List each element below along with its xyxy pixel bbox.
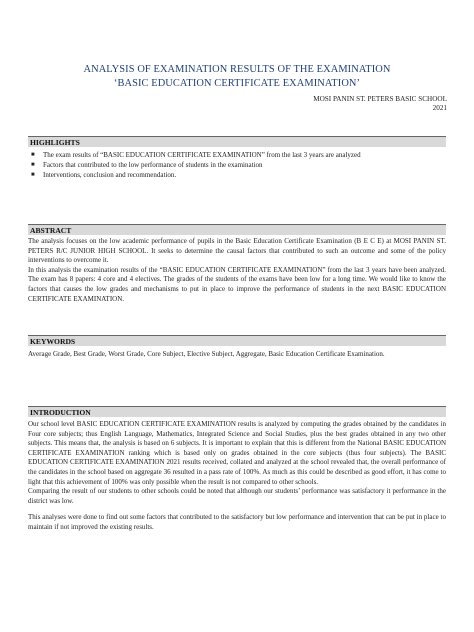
bullet-icon: ■ — [31, 172, 35, 179]
introduction-heading: INTRODUCTION — [28, 406, 446, 417]
abstract-paragraph-1: The analysis focuses on the low academic performance of pupils in the Basic Education Certificate Examination (B E C E) at MOSI PANIN ST. PETERS R/C JUNIOR HIGH SCHOOL. It seeks to determine the causal factors that contributed to such an outcome and some of the policy interventions to overcome it. — [28, 237, 446, 265]
school-name: MOSI PANIN ST. PETERS BASIC SCHOOL — [313, 95, 447, 103]
highlight-text: Interventions, conclusion and recommendation. — [43, 171, 177, 180]
document-title-line1: ANALYSIS OF EXAMINATION RESULTS OF THE EXAMINATION — [83, 64, 391, 75]
introduction-paragraph-2: Comparing the result of our students to other schools could be noted that although our students’ performance was satisfactory it performance in the district was low. — [28, 487, 446, 505]
introduction-paragraph-1: Our school level BASIC EDUCATION CERTIFICATE EXAMINATION results is analyzed by computing the grades obtained by the candidates in Four core subjects; thus English Language, Mathematics, Integrated Science and Social Studies, plus the best grades obtained in any two other subjects. This means that, the analysis is based on 6 subjects. It is important to explain that this is different from the National BASIC EDUCATION CERTIFICATE EXAMINATION ranking which is based only on grades obtained in the core subjects (thus four subjects). The BASIC EDUCATION CERTIFICATE EXAMINATION 2021 results received, collated and analyzed at the school revealed that, the overall performance of the candidates in the school based on aggregate 36 resulted in a pass rate of 100%. As much as this could be described as good effort, it has come to light that this achievement of 100% was only possible when the result is not compared to other schools. — [28, 420, 446, 486]
highlight-text: The exam results of “BASIC EDUCATION CERTIFICATE EXAMINATION” from the last 3 years are analyzed — [43, 151, 361, 159]
abstract-heading: ABSTRACT — [28, 224, 446, 235]
list-item — [28, 150, 446, 160]
highlights-heading: HIGHLIGHTS — [28, 136, 446, 147]
list-item — [28, 170, 446, 180]
highlights-list — [28, 150, 446, 181]
list-item — [28, 160, 446, 170]
bullet-icon: ■ — [31, 152, 35, 158]
report-year: 2021 — [432, 104, 447, 112]
bullet-icon: ■ — [31, 162, 35, 169]
abstract-paragraph-2: In this analysis the examination results of the “BASIC EDUCATION CERTIFICATE EXAMINATION” from the last 3 years have been analyzed. The exam has 8 papers: 4 core and 4 electives. The grades of the students of the exams have been low for a long time. We would like to know the factors that causes the low grades and mechanisms to put in place to improve the performance of students in the next BASIC EDUCATION CERTIFICATE EXAMINATION. — [28, 265, 446, 303]
document-title-line2: ‘BASIC EDUCATION CERTIFICATE EXAMINATION’ — [113, 78, 361, 89]
keywords-heading: KEYWORDS — [28, 335, 446, 346]
introduction-paragraph-3: This analyses were done to find out some factors that contributed to the satisfactory but low performance and intervention that can be put in place to maintain if not improved the existing results. — [28, 513, 446, 531]
abstract-body — [28, 237, 446, 304]
keywords-text: Average Grade, Best Grade, Worst Grade, Core Subject, Elective Subject, Aggregate, Basic Education Certificate Examination. — [28, 350, 385, 358]
introduction-body — [28, 420, 446, 533]
highlight-text: Factors that contributed to the low performance of students in the examination — [43, 161, 263, 170]
